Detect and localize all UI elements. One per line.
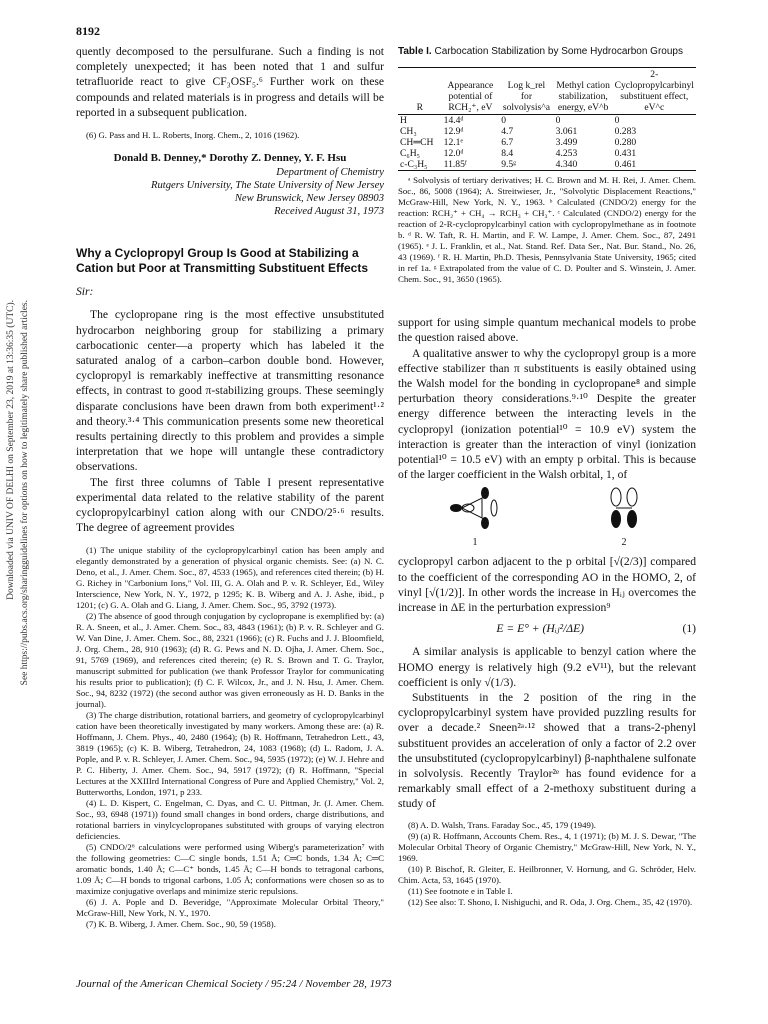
table-header-logk: Log k_rel for solvolysis^a bbox=[502, 80, 550, 114]
table-cell: 12.9ᵈ bbox=[443, 126, 464, 138]
table-cell: 0 bbox=[501, 115, 506, 127]
reference-6-text: (6) G. Pass and H. L. Roberts, Inorg. Chem., 2, 1016 (1962). bbox=[86, 130, 300, 141]
equation-body: E = E° + (Hᵢⱼ²/ΔE) bbox=[496, 622, 585, 636]
footnote-10: (10) P. Bischof, R. Gleiter, E. Heilbronner, V. Hornung, and G. Schröder, Helv. Chim. Acta, 53, 1645 (1970). bbox=[398, 863, 696, 885]
table-cell: 8.4 bbox=[501, 148, 514, 160]
table-cell: CH═CH bbox=[400, 137, 434, 149]
download-notice-line1: Downloaded via UNIV OF DELHI on September 23, 2019 at 13:36:35 (UTC). bbox=[6, 300, 16, 600]
equation-number: (1) bbox=[682, 622, 696, 636]
table-cell: 9.5ᵍ bbox=[501, 159, 517, 171]
equation-1 bbox=[398, 621, 696, 636]
table-caption-label: Table I. bbox=[398, 46, 432, 57]
footnote-7: (7) K. B. Wiberg, J. Amer. Chem. Soc., 90, 59 (1958). bbox=[86, 919, 276, 930]
received-date: Received August 31, 1973 bbox=[274, 206, 384, 218]
journal-footer: Journal of the American Chemical Society / 95:24 / November 28, 1973 bbox=[76, 978, 392, 990]
table-cell: 0 bbox=[555, 115, 561, 127]
right-column bbox=[398, 44, 696, 908]
paragraph-2: The first three columns of Table I present representative experimental data related to the relative stability of the parent cyclopropylcarbinyl cation along with our CNDO/2⁵·⁶ results. The degree of agreement provides bbox=[76, 475, 384, 535]
footnote-9: (9) (a) R. Hoffmann, Accounts Chem. Res., 4, 1 (1971); (b) M. J. S. Dewar, "The Molecular Orbital Theory of Organic Chemistry," McGraw-Hill, New York, N. Y., 1969. bbox=[398, 830, 696, 863]
table-cell: 3.061 bbox=[555, 126, 578, 138]
figure-2-label: 2 bbox=[621, 537, 627, 549]
authors: Donald B. Denney,* Dorothy Z. Denney, Y. F. Hsu bbox=[113, 152, 347, 165]
article-title: Why a Cyclopropyl Group Is Good at Stabilizing a Cation but Poor at Transmitting Substituent Effects bbox=[76, 246, 369, 276]
table-header-r: R bbox=[416, 102, 424, 114]
footnotes-right bbox=[398, 820, 696, 908]
table-cell: H bbox=[400, 115, 407, 127]
footnote-11: (11) See footnote e in Table I. bbox=[408, 885, 513, 896]
left-column bbox=[76, 44, 384, 930]
right-paragraph-3: cyclopropyl carbon adjacent to the p orbital [√(2/3)] compared to the coefficient of the corresponding AO in the HOMO, 2, of vinyl [√(1/2)]. In other words the increase in Hᵢⱼ overcomes the increase in ΔE in the perturbation expression⁹ bbox=[398, 555, 696, 615]
right-paragraph-1: support for using simple quantum mechanical models to probe the question raised above. bbox=[398, 316, 696, 345]
table-cell: 0.283 bbox=[614, 126, 637, 138]
walsh-orbital-drawing bbox=[440, 484, 510, 530]
table-header-row bbox=[398, 68, 696, 115]
table-row bbox=[398, 115, 696, 127]
table-header-appearance: Appearance potential of RCH₂⁺, eV bbox=[447, 80, 494, 114]
footnote-3: (3) The charge distribution, rotational barriers, and geometry of cyclopropylcarbinyl cation have been theoretically investigated by many workers. Among these are: (a) R. Hoffmann, J. Chem. Phys., 40, 2480 (1964); (b) R. Hoffmann, Tetrahedron Lett., 43, 3819 (1965); (c) K. B. Wiberg, Tetrahedron, 24, 1083 (1968); (d) L. Radom, J. A. Pople, and P. v. R. Schleyer, J. Amer. Chem. Soc., 94, 5935 (1972); (e) W. J. Hehre and P. C. Hiberty, J. Amer. Chem. Soc., 94, 5917 (1972); (f) R. Hoffmann, "Special Lectures at the XXIIIrd International Congress of Pure and Applied Chemistry," Vol. 2, Butterworths, London, 1971, p 233. bbox=[76, 710, 384, 798]
department: Department of Chemistry bbox=[276, 167, 384, 179]
footnotes-left bbox=[76, 545, 384, 930]
table-cell: 0.461 bbox=[614, 159, 637, 171]
footnote-4: (4) L. D. Kispert, C. Engelman, C. Dyas, and C. U. Pittman, Jr. (J. Amer. Chem. Soc., 93, 6948 (1971)) found small changes in bond orders, charge distributions, and rotational barriers in vinylcyclopropanes substituted with groups of varying electron deficiencies. bbox=[76, 798, 384, 842]
footnote-6: (6) J. A. Pople and D. Beveridge, "Approximate Molecular Orbital Theory," McGraw-Hill, New York, N. Y., 1970. bbox=[76, 897, 384, 919]
table-cell: c-C₃H₅ bbox=[400, 159, 428, 171]
table-caption-text: Carbocation Stabilization by Some Hydrocarbon Groups bbox=[434, 46, 683, 57]
table-row bbox=[398, 137, 696, 148]
right-paragraph-5: Substituents in the 2 position of the ring in the cyclopropylcarbinyl system have provided puzzling results for over a decade.² Sneen²ᵃ·¹² showed that a trans-2-phenyl substituent provides an acceleration of only a factor of 2.2 over the unsubstituted (cyclopropylcarbinyl) β-naphthalene sulfonate in solvolysis. Recently Traylor²ᵉ has found evidence for a remarkably small effect of a 2-methoxy substituent during a study of bbox=[398, 691, 696, 811]
table-row bbox=[398, 159, 696, 171]
city: New Brunswick, New Jersey 08903 bbox=[234, 193, 384, 205]
vinyl-homo-drawing bbox=[594, 484, 654, 530]
download-notice bbox=[4, 300, 38, 780]
salutation: Sir: bbox=[76, 285, 94, 299]
figure-1-label: 1 bbox=[472, 537, 478, 549]
table-cell: 4.340 bbox=[555, 159, 578, 171]
figure-2 bbox=[594, 484, 654, 550]
table-cell: 0.280 bbox=[614, 137, 637, 149]
footnote-5: (5) CNDO/2⁶ calculations were performed using Wiberg's parameterization⁷ with the following geometries: C—C single bonds, 1.51 Å; C═C bonds, 1.34 Å; C═C aromatic bonds, 1.40 Å; C—C⁺ bonds, 1.45 Å; C—H bonds to tetragonal carbons, 1.09 Å; C—H bonds to trigonal carbons, 1.05 Å; conformations were chosen so as to maximize conjugative overlaps and minimize steric repulsions. bbox=[76, 842, 384, 897]
download-notice-line2: See https://pubs.acs.org/sharingguidelines for options on how to legitimately share published articles. bbox=[20, 300, 30, 686]
table-cell: 12.1ᵉ bbox=[443, 137, 463, 149]
table-caption bbox=[398, 44, 696, 59]
table-cell: 6.7 bbox=[501, 137, 514, 149]
footnote-2: (2) The absence of good through conjugation by cyclopropane is exemplified by: (a) R. A. Sneen, et al., J. Amer. Chem. Soc., 83, 4843 (1961); (b) P. v. R. Schleyer and G. W. Van Dine, J. Amer. Chem. Soc., 88, 2321 (1966); (c) R. Fuchs and J. J. Bloomfield, J. Org. Chem., 28, 910 (1963); (d) R. G. Pews and N. D. Ojha, J. Amer. Chem. Soc., 91, 5769 (1969), and references cited therein; (e) R. S. Brown and T. G. Traylor, manuscript submitted for publication (we thank Professor Traylor for communicating his results prior to publication); (f) C. F. Wilcox, Jr., and J. N. Hsu, J. Amer. Chem. Soc., 94, 8232 (1972) (the second author was given erroneously as H. D. Banks in the journal). bbox=[76, 611, 384, 710]
table-cell: C₆H₅ bbox=[400, 148, 421, 160]
table-cell: CH₃ bbox=[400, 126, 417, 138]
orbital-figures bbox=[398, 490, 696, 550]
table-cell: 3.499 bbox=[555, 137, 578, 149]
table-cell: 0 bbox=[614, 115, 620, 127]
table-cell: 14.4ᵈ bbox=[443, 115, 464, 127]
paragraph-1: The cyclopropane ring is the most effective unsubstituted hydrocarbon neighboring group for stabilizing a primary carbocationic center—a property which has labeled it the saturated analog of a carbon–carbon double bond. However, cyclopropyl is remarkably ineffective at transmitting resonance effects, in contrast to good π-stabilizing groups. These seemingly disparate conclusions have been drawn from both experiment¹·² and theory.³·⁴ This communication presents some new theoretical results pertaining directly to this problem and provides a simple interpretation that we hope will untangle these contradictory observations. bbox=[76, 308, 384, 474]
figure-1 bbox=[440, 484, 510, 550]
table-row bbox=[398, 126, 696, 137]
footnote-12: (12) See also: T. Shono, I. Nishiguchi, and R. Oda, J. Org. Chem., 35, 42 (1970). bbox=[408, 896, 693, 907]
footnote-1: (1) The unique stability of the cyclopropylcarbinyl cation has been amply and elegantly demonstrated by a generation of physical organic chemists. See: (a) N. C. Deno, et al., J. Amer. Chem. Soc., 87, 4533 (1965), and references cited therein; (b) H. G. Richey in "Carbonium Ions," Vol. III, G. A. Olah and P. v. R. Schleyer, Ed., Wiley Interscience, New York, N. Y., 1972, p 1295; K. B. Wiberg and A. J. Ashe, ibid., p 1201; (c) G. A. Olah and G. Liang, J. Amer. Chem. Soc., 95, 3792 (1973). bbox=[76, 545, 384, 611]
table-cell: 12.0ᵈ bbox=[443, 148, 464, 160]
page-number: 8192 bbox=[76, 24, 100, 38]
right-paragraph-2: A qualitative answer to why the cyclopropyl group is a more effective stabilizer than π substituents is easily obtained using the Walsh model for the bonding in cyclopropane⁸ and simple perturbation theory considerations.⁹·¹⁰ Despite the greater energy difference between the interacting levels in the cyclopropyl (ionization potential¹⁰ = 10.9 eV) system the interaction is greater than the interaction of vinyl (ionization potential¹⁰ = 10.5 eV) with an empty p orbital. This is because of the larger coefficient in the Walsh orbital, 1, of bbox=[398, 346, 696, 482]
table-header-cyclopropyl: 2-Cyclopropylcarbinyl substituent effect, eV^c bbox=[614, 69, 694, 114]
footnote-8: (8) A. D. Walsh, Trans. Faraday Soc., 45, 179 (1949). bbox=[408, 819, 597, 830]
table-1 bbox=[398, 67, 696, 171]
right-paragraph-4: A similar analysis is applicable to benzyl cation where the HOMO energy is relatively high (9.2 eV¹¹), but the relevant coefficient is only √(1/3). bbox=[398, 645, 696, 689]
table-row bbox=[398, 148, 696, 159]
previous-article-ending: quently decomposed to the persulfurane. Such a finding is not completely unexpected; it has been noted that 1 and sulfur tetrafluoride react to give CF₃OSF₅.⁶ Further work on these compounds and related materials is in progress and details will be reported in a subsequent publication. bbox=[76, 45, 384, 119]
university: Rutgers University, The State University of New Jersey bbox=[150, 180, 384, 192]
reference-6 bbox=[76, 130, 384, 141]
table-footnotes: ᵃ Solvolysis of tertiary derivatives; H. C. Brown and M. H. Rei, J. Amer. Chem. Soc., 86, 5008 (1964); A. Streitwieser, Jr., "Solvolytic Displacement Reactions," McGraw-Hill, New York, N. Y., 1963. ᵇ Calculated (CNDO/2) energy for the reaction: RCH₂⁺ + CH₄ → RCH₃ + CH₃⁺. ᶜ Calculated (CNDO/2) energy for the reaction of 2-R-cyclopropylcarbinyl cation with cyclopropylmethane as in footnote b. ᵈ R. W. Taft, R. H. Martin, and F. W. Lampe, J. Amer. Chem. Soc., 87, 2491 (1965). ᵉ J. L. Franklin, et al., Nat. Stand. Ref. Data Ser., Nat. Bur. Stand., No. 26, 43 (1969). ᶠ R. H. Martin, Ph.D. Thesis, Pennsylvania State University, 1965; cited in ref 1a. ᵍ Extrapolated from the value of C. D. Poulter and S. Winstein, J. Amer. Chem. Soc., 91, 3650 (1965). bbox=[398, 175, 696, 285]
table-cell: 11.85ᶠ bbox=[443, 159, 467, 171]
table-cell: 4.7 bbox=[501, 126, 514, 138]
table-header-methyl: Methyl cation stabilization, energy, eV^b bbox=[556, 80, 610, 114]
table-cell: 0.431 bbox=[614, 148, 637, 160]
table-cell: 4.253 bbox=[555, 148, 578, 160]
